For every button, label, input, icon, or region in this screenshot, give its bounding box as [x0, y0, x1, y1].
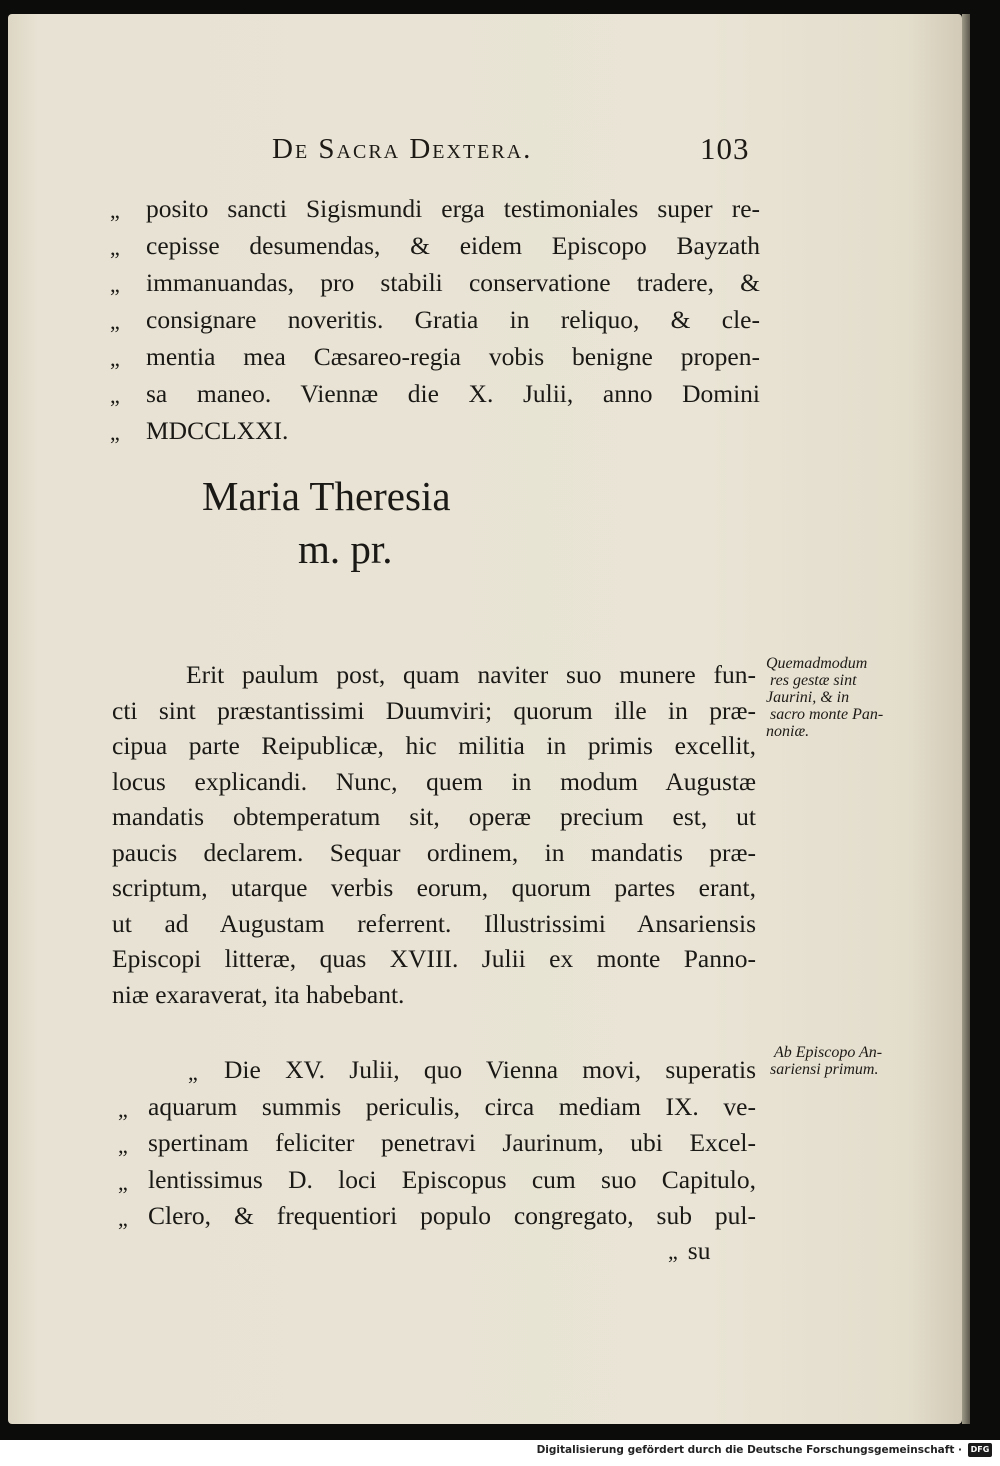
- letter-line: „ lentissimus D. loci Episcopus cum suo Capitulo,: [112, 1162, 756, 1199]
- paragraph-line: mandatis obtemperatum sit, operæ precium est, ut: [112, 802, 756, 831]
- main-paragraph: [112, 657, 756, 1012]
- paragraph-line: locus explicandi. Nunc, quem in modum Augustæ: [112, 766, 756, 796]
- dfg-logo: DFG: [968, 1443, 992, 1457]
- quote-line: „ cepisse desumendas, & eidem Episcopo Bayzath: [110, 227, 760, 264]
- page-number: 103: [700, 131, 750, 166]
- paragraph-line: paucis declarem. Sequar ordinem, in mandatis præ-: [112, 837, 756, 867]
- quote-mark: „: [118, 1133, 128, 1158]
- paragraph-line: Episcopi litteræ, quas XVIII. Julii ex monte Panno-: [112, 944, 756, 973]
- quote-mark: „: [668, 1239, 678, 1264]
- margin-note-line: sacro monte Pan-: [770, 706, 884, 723]
- running-title: De Sacra Dextera.: [272, 133, 533, 165]
- quote-mark: „: [110, 272, 120, 297]
- quote-line: „ sa maneo. Viennæ die X. Julii, anno Domini: [110, 375, 760, 412]
- letter-line: „ aquarum summis periculis, circa mediam IX. ve-: [112, 1089, 756, 1126]
- quote-mark: „: [118, 1169, 128, 1195]
- paragraph-line: Erit paulum post, quam naviter suo munere fun-: [186, 660, 756, 689]
- quote-mark: „: [110, 198, 120, 223]
- margin-note-line: res gestæ sint: [770, 672, 857, 689]
- quote-mark: „: [188, 1060, 198, 1085]
- quote-line: „ MDCCLXXI.: [110, 412, 760, 449]
- quote-mark: „: [110, 383, 120, 408]
- quote-line: „ immanuandas, pro stabili conservatione tradere, &: [110, 264, 760, 301]
- margin-note-line: Ab Episcopo An-: [774, 1044, 883, 1061]
- margin-note-line: Jaurini, & in: [766, 689, 850, 706]
- paragraph-line: cti sint præstantissimi Duumviri; quorum ille in præ-: [112, 695, 756, 725]
- quote-line: „ consignare noveritis. Gratia in reliquo, & cle-: [110, 301, 760, 338]
- quote-line: „ posito sancti Sigismundi erga testimoniales super re-: [110, 190, 760, 227]
- paragraph-line: ut ad Augustam referrent. Illustrissimi Ansariensis: [112, 908, 756, 938]
- letter-line: „ Clero, & frequentiori populo congregato, sub pul-: [112, 1198, 756, 1235]
- margin-note-2: [770, 1044, 882, 1078]
- paragraph-line: niæ exaraverat, ita habebant.: [112, 979, 405, 1009]
- quote-mark: „: [110, 346, 120, 371]
- letter-line: „ Die XV. Julii, quo Vienna movi, superatis: [112, 1052, 756, 1089]
- margin-note-line: noniæ.: [766, 723, 810, 740]
- catchword: „ su: [668, 1236, 711, 1265]
- quote-mark: „: [118, 1096, 128, 1122]
- quote-block: [110, 190, 760, 449]
- letter-block: [112, 1052, 756, 1235]
- signature-name: Maria Theresia: [202, 473, 451, 519]
- signature-abbreviation: m. pr.: [298, 526, 393, 572]
- page-edge: [962, 14, 970, 1424]
- digitization-credit: Digitalisierung gefördert durch die Deutsche Forschungsgemeinschaft ·: [536, 1444, 962, 1456]
- margin-note-line: Quemadmodum: [766, 655, 868, 672]
- margin-note-line: sariensi primum.: [770, 1061, 879, 1078]
- quote-mark: „: [110, 235, 120, 260]
- quote-mark: „: [110, 309, 120, 334]
- quote-mark: „: [118, 1206, 128, 1231]
- quote-line: „ mentia mea Cæsareo-regia vobis benigne propen-: [110, 338, 760, 375]
- margin-note-1: [766, 655, 883, 740]
- letter-line: „ spertinam feliciter penetravi Jaurinum, ubi Excel-: [112, 1125, 756, 1162]
- quote-mark: „: [110, 420, 120, 445]
- paragraph-line: scriptum, utarque verbis eorum, quorum partes erant,: [112, 873, 756, 902]
- paragraph-line: cipua parte Reipublicæ, hic militia in primis excellit,: [112, 731, 756, 760]
